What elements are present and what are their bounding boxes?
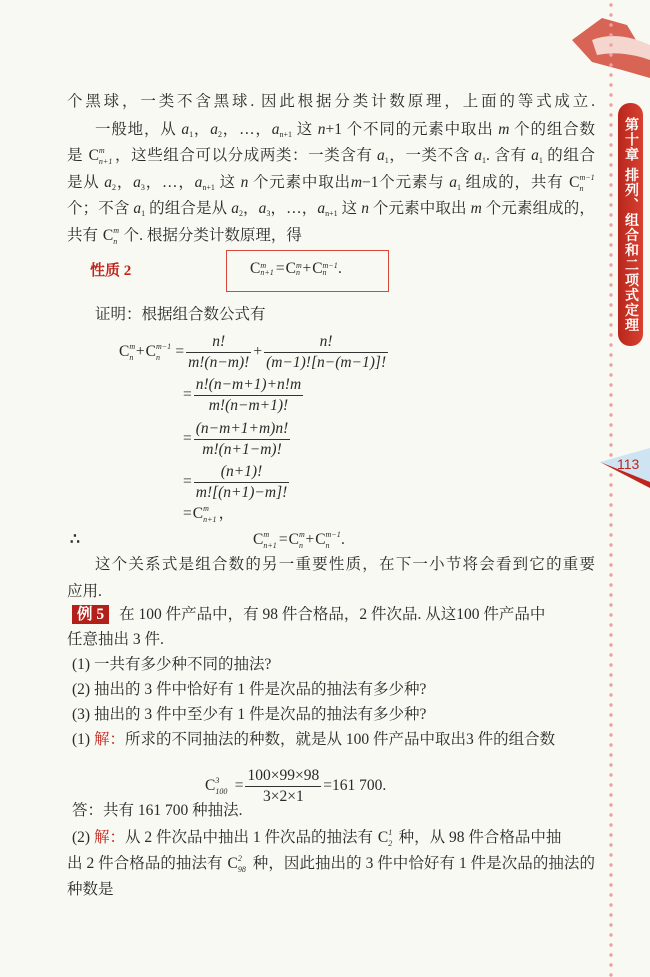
text-run: +1 个不同的元素中取出 bbox=[325, 121, 499, 138]
equation-line bbox=[118, 332, 646, 373]
combination-symbol: C m n+1 bbox=[88, 146, 113, 166]
text-run: + bbox=[302, 260, 312, 277]
text-run: −1个元素与 bbox=[362, 174, 450, 191]
text-run: 个元素组成的， bbox=[481, 200, 595, 217]
text-run: + bbox=[135, 343, 145, 361]
combination-symbol: C m−1 n bbox=[315, 530, 341, 550]
text-run: (1) 一共有多少种不同的抽法? bbox=[72, 656, 272, 673]
text-run: ， bbox=[116, 174, 134, 191]
fraction bbox=[264, 332, 388, 373]
text-run: = bbox=[171, 343, 185, 361]
superscript: m bbox=[129, 342, 136, 352]
math-symbol: m!(n−m)! bbox=[188, 354, 250, 371]
superscript: 1 bbox=[388, 828, 393, 837]
text-run: 从 2 件次品中抽出 1 件次品的抽法有 bbox=[124, 829, 377, 846]
property-box bbox=[226, 250, 389, 292]
subscript: n+1 bbox=[279, 130, 293, 139]
subscript: 1 bbox=[456, 183, 461, 192]
solution-label: 解： bbox=[93, 829, 125, 846]
text-run: 3×2×1 bbox=[262, 788, 304, 805]
solution-2 bbox=[72, 827, 595, 849]
text-run: (2) 抽出的 3 件中恰好有 1 件是次品的抽法有多少种? bbox=[72, 681, 427, 698]
text-run: 答：共有 161 700 种抽法. bbox=[72, 802, 243, 819]
combination-symbol: C m−1 n bbox=[569, 173, 595, 193]
text-line bbox=[95, 554, 595, 576]
indexed-element: $a_1$ bbox=[449, 174, 461, 192]
text-run: + bbox=[253, 343, 263, 361]
text-run: (3) 抽出的 3 件中至少有 1 件是次品的抽法有多少种? bbox=[72, 706, 427, 723]
question-3 bbox=[72, 704, 600, 726]
indexed-element: $a_{n+1}$ bbox=[194, 174, 215, 192]
combination-symbol: C 3 100 bbox=[205, 776, 228, 797]
text-line bbox=[67, 145, 595, 172]
example-line bbox=[72, 604, 595, 626]
text-run: 是 bbox=[67, 147, 88, 164]
text-run: 在 100 件产品中，有 98 件合格品，2 件次品. 从这100 件产品中 bbox=[119, 606, 546, 623]
numerator bbox=[264, 332, 388, 353]
indexed-element: $a_2$ bbox=[210, 121, 222, 139]
text-run: 证明：根据组合数公式有 bbox=[95, 306, 266, 323]
solution-label: 解： bbox=[93, 731, 125, 748]
indexed-element: $a_{n+1}$ bbox=[317, 200, 338, 218]
math-symbol: (m−1)![n−(m−1)]! bbox=[266, 354, 387, 371]
text-line bbox=[67, 198, 595, 225]
text-run: 这个关系式是组合数的另一重要性质，在下一小节将会看到它的重要 bbox=[95, 556, 595, 573]
equation-line bbox=[183, 462, 650, 503]
text-run: = bbox=[183, 386, 192, 404]
math-symbol: m![(n+1)−m]! bbox=[195, 484, 288, 501]
text-run: =161 700. bbox=[323, 777, 387, 795]
indexed-element: $a_1$ bbox=[133, 200, 146, 218]
indexed-element: $a_3$ bbox=[258, 200, 271, 218]
text-run: 的组合是从 bbox=[145, 200, 232, 217]
math-symbol: (n−m+1+m)n! bbox=[195, 420, 289, 437]
combination-symbol: C m n bbox=[119, 342, 136, 363]
text-run: ，一类不含 bbox=[388, 147, 475, 164]
text-run: 个元素中取出 bbox=[248, 174, 351, 191]
combination-symbol: C m n+1 bbox=[253, 530, 277, 550]
superscript: m−1 bbox=[322, 261, 338, 270]
fraction bbox=[186, 332, 251, 373]
text-run: = bbox=[278, 531, 288, 548]
text-run: 组成的，共有 bbox=[460, 174, 569, 191]
subscript: n+1 bbox=[325, 209, 338, 218]
subscript: 100 bbox=[215, 787, 228, 797]
indexed-element: $a_1$ bbox=[377, 147, 389, 165]
math-symbol: m bbox=[498, 121, 510, 138]
math-symbol: m!(n+1−m)! bbox=[202, 441, 282, 458]
indexed-element: $a_3$ bbox=[133, 174, 145, 192]
text-run: 种，因此抽出的 3 件中恰好有 1 件是次品的抽法的 bbox=[248, 855, 595, 872]
text-run: . bbox=[338, 260, 342, 277]
subscript: 2 bbox=[388, 839, 393, 848]
subscript: 3 bbox=[266, 209, 271, 218]
page-number: 113 bbox=[617, 456, 640, 472]
subscript: n bbox=[298, 541, 303, 550]
superscript: m bbox=[113, 226, 120, 235]
text-run: = bbox=[183, 473, 192, 491]
combination-symbol: C m n+1 bbox=[250, 260, 274, 277]
combination-symbol: C m n bbox=[288, 530, 305, 550]
indexed-element: $a_2$ bbox=[231, 200, 243, 218]
text-run: 这 bbox=[214, 174, 241, 191]
question-2 bbox=[72, 679, 600, 701]
text-run: ，这些组合可以分成两类：一类含有 bbox=[114, 147, 377, 164]
combination-symbol: C m−1 n bbox=[145, 342, 172, 363]
math-symbol: n bbox=[361, 200, 369, 217]
math-symbol: m bbox=[350, 174, 363, 191]
math-symbol: n! bbox=[212, 333, 226, 350]
indexed-element: $a_1$ bbox=[531, 147, 543, 165]
subscript: n bbox=[322, 268, 327, 277]
text-run: ， bbox=[193, 121, 211, 138]
text-run: ∴ bbox=[70, 531, 80, 548]
text-run: 个的组合数 bbox=[509, 121, 595, 138]
text-line bbox=[67, 853, 595, 875]
math-symbol: m bbox=[470, 200, 482, 217]
text-run: 出 2 件合格品的抽法有 bbox=[67, 855, 227, 872]
subscript: n bbox=[129, 353, 134, 363]
superscript: 2 bbox=[237, 854, 242, 863]
subscript: 1 bbox=[384, 156, 389, 165]
subscript: 2 bbox=[238, 209, 243, 218]
property-label: 性质 2 bbox=[90, 263, 132, 279]
numerator bbox=[194, 375, 303, 396]
text-line bbox=[67, 91, 595, 113]
property-formula bbox=[249, 260, 342, 278]
text-run: (1) bbox=[72, 731, 94, 748]
combination-symbol: C 2 98 bbox=[227, 854, 246, 874]
math-symbol: n bbox=[240, 174, 249, 191]
equation-line bbox=[252, 529, 650, 551]
superscript: m bbox=[203, 504, 209, 513]
text-run: 个元素中取出 bbox=[368, 200, 471, 217]
subscript: 2 bbox=[112, 183, 117, 192]
combination-symbol: C m n bbox=[102, 226, 120, 246]
subscript: 1 bbox=[189, 130, 194, 139]
fraction bbox=[194, 375, 303, 416]
solution-1 bbox=[72, 729, 600, 751]
text-run: 个；不含 bbox=[67, 200, 134, 217]
math-symbol: n!(n−m+1)+n!m bbox=[195, 376, 302, 393]
text-line bbox=[67, 879, 595, 901]
fraction bbox=[194, 462, 290, 503]
equation-line bbox=[183, 375, 650, 416]
subscript: 1 bbox=[538, 156, 543, 165]
question-1 bbox=[72, 654, 600, 676]
subscript: 2 bbox=[217, 130, 222, 139]
combination-symbol: C m n bbox=[285, 260, 302, 277]
text-run: ，…， bbox=[221, 121, 272, 138]
text-run: 个黑球，一类不含黑球. 因此根据分类计数原理，上面的等式成立. bbox=[67, 93, 595, 110]
superscript: m bbox=[260, 261, 267, 270]
numerator bbox=[194, 419, 291, 440]
text-run: 共有 bbox=[67, 227, 102, 244]
equation-line bbox=[183, 503, 650, 525]
chapter-tab: 第十章 排列、组合和二项式定理 bbox=[618, 103, 643, 346]
fraction bbox=[194, 419, 291, 460]
denominator bbox=[186, 353, 251, 373]
text-run: 个. 根据分类计数原理，得 bbox=[119, 227, 302, 244]
math-symbol: m!(n−m+1)! bbox=[208, 397, 289, 414]
text-run: 是从 bbox=[67, 174, 105, 191]
text-run: 所求的不同抽法的种数，就是从 100 件产品中取出3 件的组合数 bbox=[124, 731, 556, 748]
superscript: m bbox=[98, 146, 105, 155]
text-run: 种，从 98 件合格品中抽 bbox=[394, 829, 562, 846]
subscript: n+1 bbox=[203, 515, 217, 524]
math-symbol: (n+1)! bbox=[220, 463, 263, 480]
subscript: n+1 bbox=[263, 541, 277, 550]
superscript: m−1 bbox=[325, 530, 341, 539]
denominator bbox=[194, 483, 290, 503]
proof-heading bbox=[95, 304, 595, 326]
indexed-element: $a_2$ bbox=[104, 174, 117, 192]
combination-symbol: C m−1 n bbox=[312, 260, 338, 277]
denominator bbox=[264, 353, 388, 373]
text-run: (2) bbox=[72, 829, 94, 846]
superscript: m−1 bbox=[155, 342, 172, 352]
indexed-element: $a_1$ bbox=[181, 121, 194, 139]
combination-symbol: C m n+1 bbox=[192, 504, 217, 524]
equation-line bbox=[183, 419, 650, 460]
subscript: n bbox=[155, 353, 160, 363]
denominator bbox=[194, 440, 291, 460]
text-run: 的组合 bbox=[542, 147, 595, 164]
math-symbol: n bbox=[317, 121, 326, 138]
text-run: ， bbox=[242, 200, 259, 217]
text-run: + bbox=[305, 531, 315, 548]
subscript: n bbox=[295, 268, 300, 277]
superscript: 3 bbox=[215, 776, 220, 786]
superscript: m bbox=[298, 530, 305, 539]
text-run: 一般地，从 bbox=[95, 121, 182, 138]
answer-1 bbox=[72, 800, 600, 822]
subscript: n+1 bbox=[260, 268, 274, 277]
text-line bbox=[67, 225, 595, 247]
denominator bbox=[194, 396, 303, 416]
superscript: m bbox=[263, 530, 270, 539]
text-run: 这 bbox=[292, 121, 318, 138]
text-run: = bbox=[183, 505, 192, 522]
text-run: ，…， bbox=[270, 200, 318, 217]
text-run: ，…， bbox=[144, 174, 195, 191]
text-run: = bbox=[230, 777, 244, 795]
subscript: n bbox=[325, 541, 330, 550]
text-run: ， bbox=[218, 505, 235, 522]
subscript: 3 bbox=[140, 183, 145, 192]
math-symbol: n! bbox=[319, 333, 333, 350]
subscript: n bbox=[579, 184, 584, 193]
numerator bbox=[194, 462, 290, 483]
indexed-element: $a_1$ bbox=[474, 147, 487, 165]
text-run: 任意抽出 3 件. bbox=[67, 631, 164, 648]
superscript: m bbox=[295, 261, 302, 270]
numerator bbox=[245, 766, 321, 787]
subscript: 1 bbox=[482, 156, 487, 165]
text-line bbox=[95, 119, 595, 146]
text-run: 这 bbox=[337, 200, 362, 217]
subscript: 98 bbox=[237, 865, 246, 874]
text-run: = bbox=[275, 260, 285, 277]
text-run: 应用. bbox=[67, 583, 102, 600]
text-line bbox=[67, 629, 595, 651]
subscript: n bbox=[113, 237, 118, 246]
subscript: n+1 bbox=[202, 183, 215, 192]
numerator bbox=[186, 332, 251, 353]
text-run: 种数是 bbox=[67, 881, 114, 898]
text-run: . 含有 bbox=[486, 147, 532, 164]
text-run: . bbox=[341, 531, 345, 548]
text-run: = bbox=[183, 430, 192, 448]
subscript: 1 bbox=[141, 209, 146, 218]
combination-symbol: C 1 2 bbox=[377, 828, 393, 848]
text-line bbox=[67, 172, 595, 199]
indexed-element: $a_{n+1}$ bbox=[271, 121, 293, 139]
text-line bbox=[67, 581, 595, 603]
example-text bbox=[119, 606, 545, 623]
subscript: n+1 bbox=[98, 157, 113, 166]
example-badge: 例 5 bbox=[72, 605, 109, 624]
text-run: 100×99×98 bbox=[247, 767, 320, 784]
superscript: m−1 bbox=[579, 173, 595, 182]
